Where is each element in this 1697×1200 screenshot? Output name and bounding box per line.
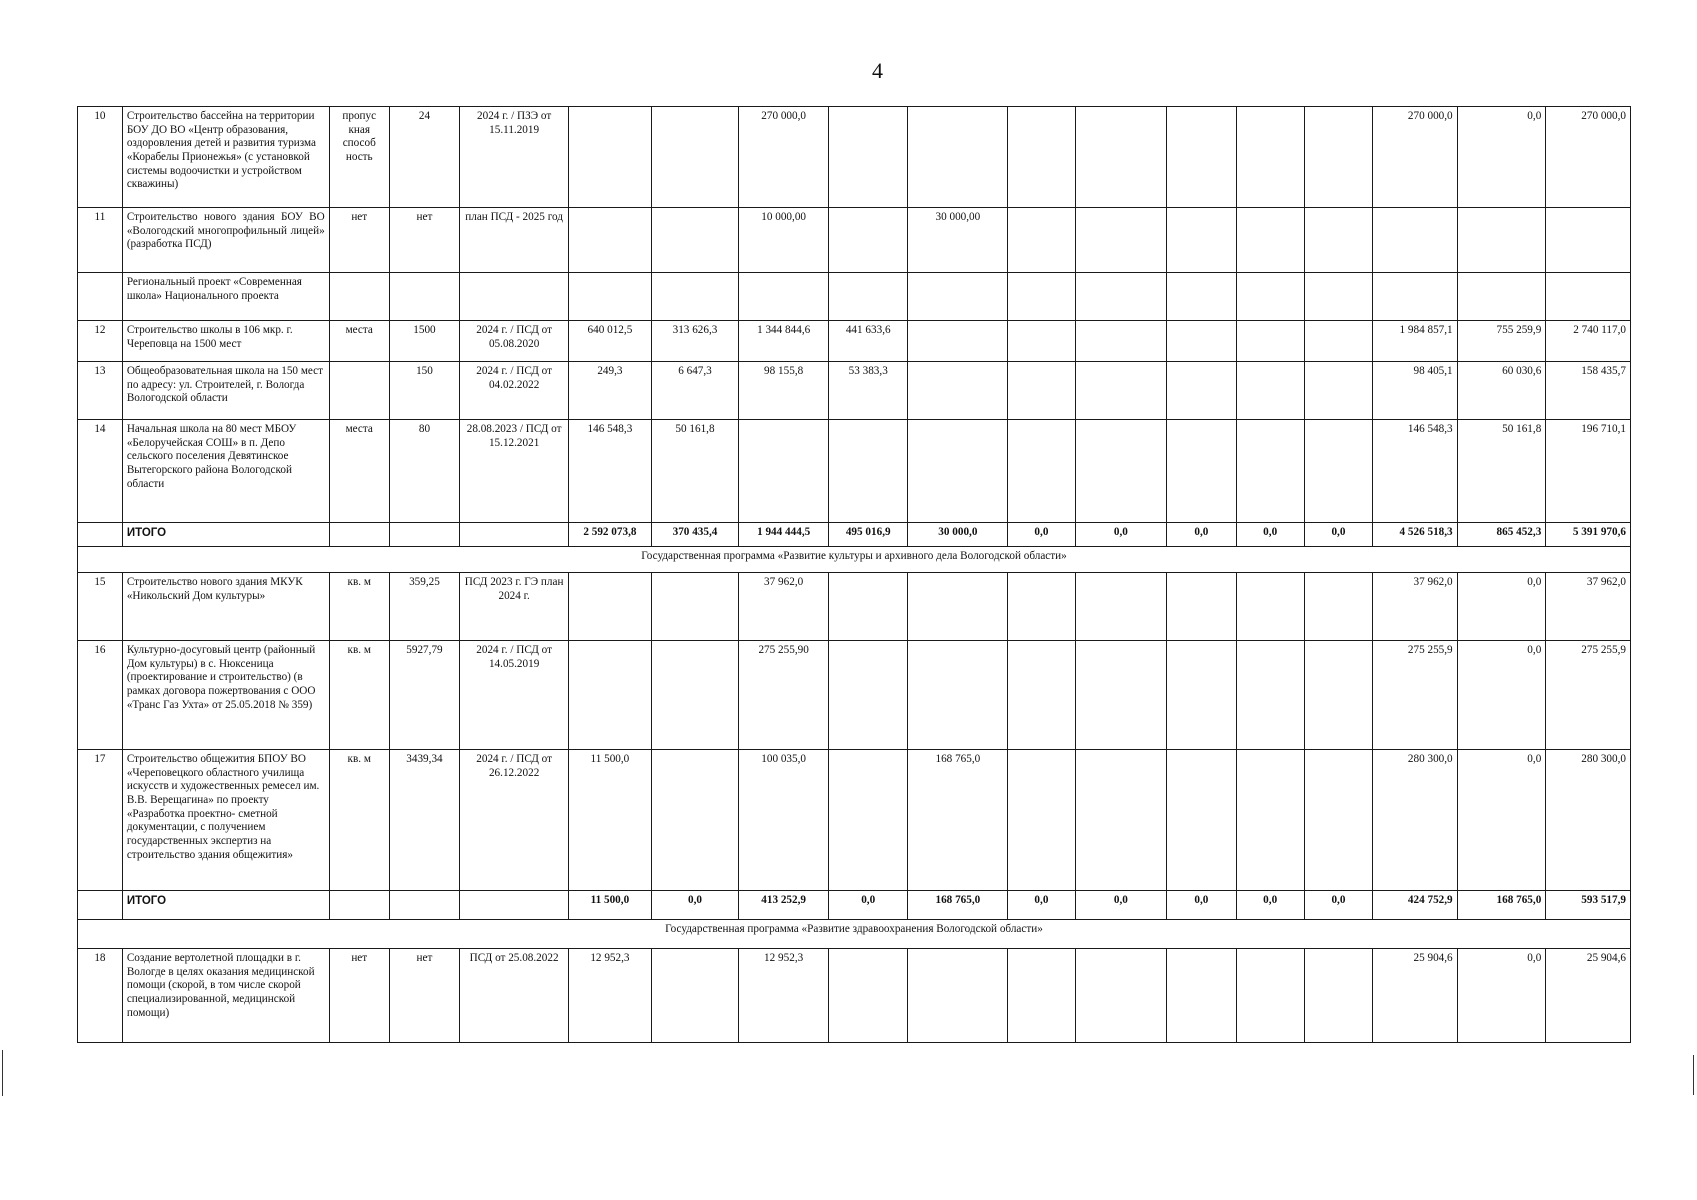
table-row: [78, 949, 1631, 1043]
total-value: 0,0: [1457, 750, 1546, 891]
funding-value: 0,0: [651, 891, 739, 920]
funding-value: [651, 949, 739, 1043]
total-value: 0,0: [1457, 573, 1546, 641]
funding-value: [1167, 107, 1236, 208]
funding-value: [1075, 420, 1167, 523]
funding-value: [1167, 420, 1236, 523]
object-name: Строительство бассейна на территории БОУ ДО ВО «Центр образования, оздоровления детей и развития туризма «Корабелы Прионежья» (с установкой системы водоочистки и устройством скважины): [122, 107, 329, 208]
program-section-title: Государственная программа «Развитие здравоохранения Вологодской области»: [78, 920, 1631, 949]
binding-edge-mark-right: [1693, 1055, 1694, 1095]
funding-value: [1304, 321, 1372, 362]
funding-value: [1236, 641, 1304, 750]
capacity: нет: [389, 949, 459, 1043]
capacity: [389, 891, 459, 920]
funding-value: 640 012,5: [569, 321, 652, 362]
row-number: 17: [78, 750, 123, 891]
funding-value: 146 548,3: [569, 420, 652, 523]
object-name: Строительство нового здания БОУ ВО «Вологодский многопрофильный лицей» (разработка ПСД): [122, 208, 329, 273]
funding-value: [828, 420, 907, 523]
funding-value: 0,0: [1304, 523, 1372, 547]
total-value: 37 962,0: [1373, 573, 1458, 641]
total-value: 0,0: [1457, 641, 1546, 750]
funding-value: [739, 420, 829, 523]
funding-value: [1236, 107, 1304, 208]
deadline-and-design-doc: 2024 г. / ПЗЭ от 15.11.2019: [460, 107, 569, 208]
funding-value: [1236, 573, 1304, 641]
funding-value: [1167, 321, 1236, 362]
capacity: 5927,79: [389, 641, 459, 750]
funding-value: [1304, 208, 1372, 273]
funding-value: [908, 107, 1008, 208]
funding-value: 495 016,9: [828, 523, 907, 547]
funding-value: [569, 208, 652, 273]
deadline-and-design-doc: 2024 г. / ПСД от 26.12.2022: [460, 750, 569, 891]
funding-value: 0,0: [1008, 523, 1075, 547]
object-name: Общеобразовательная школа на 150 мест по адресу: ул. Строителей, г. Вологда Вологодской области: [122, 362, 329, 420]
object-name: Строительство нового здания МКУК «Никольский Дом культуры»: [122, 573, 329, 641]
funding-value: [651, 208, 739, 273]
total-value: 424 752,9: [1373, 891, 1458, 920]
page-number: 4: [872, 58, 883, 83]
funding-value: [1236, 750, 1304, 891]
funding-value: 0,0: [1236, 891, 1304, 920]
object-name: Создание вертолетной площадки в г. Вологде в целях оказания медицинской помощи (скорой, в том числе скорой специализированной, медицинской помощи): [122, 949, 329, 1043]
funding-value: [1008, 321, 1075, 362]
funding-value: [908, 641, 1008, 750]
unit-of-measure: [329, 362, 389, 420]
funding-value: 0,0: [1167, 891, 1236, 920]
funding-value: [1167, 208, 1236, 273]
deadline-and-design-doc: [460, 523, 569, 547]
funding-value: [1167, 949, 1236, 1043]
funding-value: 100 035,0: [739, 750, 829, 891]
funding-value: [828, 273, 907, 321]
capital-construction-table: [77, 106, 1631, 1043]
funding-value: 98 155,8: [739, 362, 829, 420]
funding-value: 370 435,4: [651, 523, 739, 547]
funding-value: 12 952,3: [569, 949, 652, 1043]
row-number: 18: [78, 949, 123, 1043]
total-value: 4 526 518,3: [1373, 523, 1458, 547]
funding-value: 0,0: [1236, 523, 1304, 547]
funding-value: [908, 321, 1008, 362]
funding-value: [1008, 641, 1075, 750]
row-number: 10: [78, 107, 123, 208]
funding-value: [1075, 208, 1167, 273]
funding-value: [1304, 750, 1372, 891]
total-value: 25 904,6: [1546, 949, 1631, 1043]
row-number: 15: [78, 573, 123, 641]
funding-value: 0,0: [828, 891, 907, 920]
funding-value: [1167, 362, 1236, 420]
object-name: Строительство общежития БПОУ ВО «Череповецкого областного училища искусств и художественных ремесел им. В.В. Верещагина» по проекту «Разработка проектно- сметной документации, с получением государственных экспертиз на строительство здания общежития»: [122, 750, 329, 891]
total-value: [1457, 208, 1546, 273]
total-value: 98 405,1: [1373, 362, 1458, 420]
funding-value: [828, 949, 907, 1043]
total-value: 5 391 970,6: [1546, 523, 1631, 547]
funding-value: [1304, 949, 1372, 1043]
funding-value: 249,3: [569, 362, 652, 420]
total-value: 275 255,9: [1373, 641, 1458, 750]
deadline-and-design-doc: 2024 г. / ПСД от 05.08.2020: [460, 321, 569, 362]
funding-value: 37 962,0: [739, 573, 829, 641]
funding-value: 11 500,0: [569, 750, 652, 891]
total-value: 60 030,6: [1457, 362, 1546, 420]
funding-value: 270 000,0: [739, 107, 829, 208]
capacity: 3439,34: [389, 750, 459, 891]
deadline-and-design-doc: ПСД 2023 г. ГЭ план 2024 г.: [460, 573, 569, 641]
funding-value: [651, 107, 739, 208]
total-value: 280 300,0: [1373, 750, 1458, 891]
object-name: Начальная школа на 80 мест МБОУ «Белоручейская СОШ» в п. Депо сельского поселения Девятинское Вытегорского района Вологодской области: [122, 420, 329, 523]
funding-value: [1236, 321, 1304, 362]
funding-value: [1008, 208, 1075, 273]
funding-value: [569, 573, 652, 641]
funding-value: 53 383,3: [828, 362, 907, 420]
funding-value: 313 626,3: [651, 321, 739, 362]
unit-of-measure: [329, 891, 389, 920]
funding-value: [1236, 273, 1304, 321]
funding-value: [908, 362, 1008, 420]
row-number: 11: [78, 208, 123, 273]
table-row: [78, 107, 1631, 208]
total-value: 280 300,0: [1546, 750, 1631, 891]
funding-value: [569, 641, 652, 750]
funding-value: [1008, 420, 1075, 523]
funding-value: 168 765,0: [908, 891, 1008, 920]
total-value: 168 765,0: [1457, 891, 1546, 920]
funding-value: 168 765,0: [908, 750, 1008, 891]
total-value: 1 984 857,1: [1373, 321, 1458, 362]
funding-value: [1304, 573, 1372, 641]
total-value: 275 255,9: [1546, 641, 1631, 750]
funding-value: [1236, 949, 1304, 1043]
unit-of-measure: нет: [329, 949, 389, 1043]
funding-value: [569, 273, 652, 321]
capacity: 80: [389, 420, 459, 523]
table-row: [78, 573, 1631, 641]
funding-value: [1304, 362, 1372, 420]
funding-value: [1304, 273, 1372, 321]
funding-value: [651, 750, 739, 891]
program-section-row: [78, 920, 1631, 949]
funding-value: 6 647,3: [651, 362, 739, 420]
table-row: [78, 321, 1631, 362]
funding-value: 30 000,0: [908, 523, 1008, 547]
total-value: 196 710,1: [1546, 420, 1631, 523]
funding-value: [1075, 949, 1167, 1043]
deadline-and-design-doc: 2024 г. / ПСД от 04.02.2022: [460, 362, 569, 420]
funding-value: 0,0: [1304, 891, 1372, 920]
funding-value: [828, 107, 907, 208]
funding-value: [1236, 362, 1304, 420]
funding-value: [1167, 641, 1236, 750]
funding-value: 441 633,6: [828, 321, 907, 362]
total-value: [1457, 273, 1546, 321]
table-row: [78, 420, 1631, 523]
row-number: 16: [78, 641, 123, 750]
object-name: Региональный проект «Современная школа» Национального проекта: [122, 273, 329, 321]
funding-value: 10 000,00: [739, 208, 829, 273]
funding-value: [1008, 750, 1075, 891]
funding-value: 50 161,8: [651, 420, 739, 523]
unit-of-measure: пропус кная способ ность: [329, 107, 389, 208]
funding-value: [1075, 750, 1167, 891]
funding-value: [651, 641, 739, 750]
object-name: ИТОГО: [122, 523, 329, 547]
table-row: [78, 362, 1631, 420]
total-value: 270 000,0: [1546, 107, 1631, 208]
funding-value: [908, 949, 1008, 1043]
total-value: 593 517,9: [1546, 891, 1631, 920]
row-number: [78, 273, 123, 321]
table-row: [78, 273, 1631, 321]
funding-value: [1008, 107, 1075, 208]
table-row: [78, 750, 1631, 891]
funding-value: [908, 273, 1008, 321]
binding-edge-mark-left: [2, 1050, 3, 1096]
total-value: 25 904,6: [1373, 949, 1458, 1043]
funding-value: 413 252,9: [739, 891, 829, 920]
deadline-and-design-doc: 28.08.2023 / ПСД от 15.12.2021: [460, 420, 569, 523]
funding-value: [1236, 208, 1304, 273]
funding-value: [908, 573, 1008, 641]
funding-value: [1075, 107, 1167, 208]
capacity: 150: [389, 362, 459, 420]
funding-value: [1075, 573, 1167, 641]
row-number: 12: [78, 321, 123, 362]
unit-of-measure: [329, 523, 389, 547]
funding-value: 0,0: [1075, 891, 1167, 920]
total-value: [1546, 208, 1631, 273]
total-value: 158 435,7: [1546, 362, 1631, 420]
total-row: [78, 891, 1631, 920]
funding-value: [1075, 273, 1167, 321]
funding-value: [739, 273, 829, 321]
funding-value: 1 944 444,5: [739, 523, 829, 547]
funding-value: [651, 573, 739, 641]
funding-value: [1167, 573, 1236, 641]
funding-value: [651, 273, 739, 321]
funding-value: [1167, 273, 1236, 321]
deadline-and-design-doc: план ПСД - 2025 год: [460, 208, 569, 273]
object-name: ИТОГО: [122, 891, 329, 920]
funding-value: [908, 420, 1008, 523]
funding-value: [1075, 321, 1167, 362]
funding-value: 0,0: [1075, 523, 1167, 547]
row-number: 14: [78, 420, 123, 523]
funding-value: [569, 107, 652, 208]
funding-value: 0,0: [1167, 523, 1236, 547]
funding-value: [828, 208, 907, 273]
funding-value: 1 344 844,6: [739, 321, 829, 362]
funding-value: [828, 750, 907, 891]
unit-of-measure: места: [329, 420, 389, 523]
total-value: 146 548,3: [1373, 420, 1458, 523]
funding-value: 0,0: [1008, 891, 1075, 920]
funding-value: [1167, 750, 1236, 891]
total-value: 865 452,3: [1457, 523, 1546, 547]
funding-value: [828, 641, 907, 750]
total-value: 755 259,9: [1457, 321, 1546, 362]
capacity: [389, 273, 459, 321]
unit-of-measure: нет: [329, 208, 389, 273]
row-number: [78, 523, 123, 547]
total-value: 50 161,8: [1457, 420, 1546, 523]
row-number: [78, 891, 123, 920]
total-value: [1373, 208, 1458, 273]
funding-value: [1304, 107, 1372, 208]
total-value: 37 962,0: [1546, 573, 1631, 641]
funding-value: [1008, 362, 1075, 420]
funding-value: [1236, 420, 1304, 523]
funding-value: [1008, 573, 1075, 641]
total-value: [1373, 273, 1458, 321]
deadline-and-design-doc: [460, 891, 569, 920]
unit-of-measure: кв. м: [329, 573, 389, 641]
program-section-title: Государственная программа «Развитие культуры и архивного дела Вологодской области»: [78, 547, 1631, 573]
deadline-and-design-doc: [460, 273, 569, 321]
capacity: 24: [389, 107, 459, 208]
unit-of-measure: кв. м: [329, 750, 389, 891]
program-section-row: [78, 547, 1631, 573]
funding-value: 30 000,00: [908, 208, 1008, 273]
row-number: 13: [78, 362, 123, 420]
funding-value: 275 255,90: [739, 641, 829, 750]
funding-value: [1304, 420, 1372, 523]
total-value: [1546, 273, 1631, 321]
funding-value: [828, 573, 907, 641]
funding-value: 12 952,3: [739, 949, 829, 1043]
funding-value: 11 500,0: [569, 891, 652, 920]
total-value: 0,0: [1457, 107, 1546, 208]
funding-value: 2 592 073,8: [569, 523, 652, 547]
deadline-and-design-doc: ПСД от 25.08.2022: [460, 949, 569, 1043]
total-value: 270 000,0: [1373, 107, 1458, 208]
funding-value: [1008, 273, 1075, 321]
table-row: [78, 641, 1631, 750]
total-value: 2 740 117,0: [1546, 321, 1631, 362]
deadline-and-design-doc: 2024 г. / ПСД от 14.05.2019: [460, 641, 569, 750]
funding-value: [1008, 949, 1075, 1043]
unit-of-measure: места: [329, 321, 389, 362]
unit-of-measure: кв. м: [329, 641, 389, 750]
capacity: нет: [389, 208, 459, 273]
capacity: 1500: [389, 321, 459, 362]
capacity: 359,25: [389, 573, 459, 641]
table-row: [78, 208, 1631, 273]
total-row: [78, 523, 1631, 547]
capacity: [389, 523, 459, 547]
total-value: 0,0: [1457, 949, 1546, 1043]
object-name: Культурно-досуговый центр (районный Дом культуры) в с. Нюксеница (проектирование и строительство) (в рамках договора пожертвования с ООО «Транс Газ Ухта» от 25.05.2018 № 359): [122, 641, 329, 750]
unit-of-measure: [329, 273, 389, 321]
object-name: Строительство школы в 106 мкр. г. Череповца на 1500 мест: [122, 321, 329, 362]
funding-value: [1304, 641, 1372, 750]
funding-value: [1075, 641, 1167, 750]
funding-value: [1075, 362, 1167, 420]
